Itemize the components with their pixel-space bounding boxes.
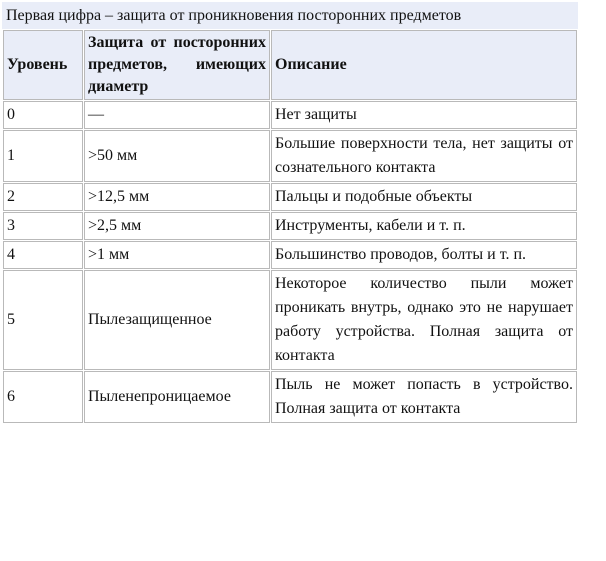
cell-level: 0 [3, 101, 83, 129]
table-row [3, 241, 577, 269]
header-level: Уровень [3, 30, 83, 100]
header-row [3, 30, 577, 100]
cell-protection: — [84, 101, 270, 129]
table-row [3, 212, 577, 240]
cell-level: 4 [3, 241, 83, 269]
cell-level: 3 [3, 212, 83, 240]
cell-description: Нет защиты [271, 101, 577, 129]
cell-description: Большие поверхности тела, нет защиты от сознательного контакта [271, 130, 577, 182]
table-caption: Первая цифра – защита от проникновения посторонних предметов [2, 2, 578, 29]
table-row [3, 183, 577, 211]
cell-level: 6 [3, 371, 83, 423]
table-row [3, 270, 577, 370]
cell-description: Пыль не может попасть в устройство. Полная защита от контакта [271, 371, 577, 423]
table-row [3, 101, 577, 129]
cell-description: Большинство проводов, болты и т. п. [271, 241, 577, 269]
table-row [3, 130, 577, 182]
cell-description: Инструменты, кабели и т. п. [271, 212, 577, 240]
cell-level: 5 [3, 270, 83, 370]
header-protection: Защита от посторонних предметов, имеющих диаметр [84, 30, 270, 100]
cell-level: 2 [3, 183, 83, 211]
header-description: Описание [271, 30, 577, 100]
cell-level: 1 [3, 130, 83, 182]
cell-protection: >2,5 мм [84, 212, 270, 240]
cell-protection: >12,5 мм [84, 183, 270, 211]
cell-protection: Пылезащищенное [84, 270, 270, 370]
cell-protection: >1 мм [84, 241, 270, 269]
document [2, 2, 578, 424]
cell-description: Пальцы и подобные объекты [271, 183, 577, 211]
ip-protection-table [2, 29, 578, 424]
table-row [3, 371, 577, 423]
cell-protection: >50 мм [84, 130, 270, 182]
cell-description: Некоторое количество пыли может проникать внутрь, однако это не нарушает работу устройства. Полная защита от контакта [271, 270, 577, 370]
cell-protection: Пыленепроницаемое [84, 371, 270, 423]
